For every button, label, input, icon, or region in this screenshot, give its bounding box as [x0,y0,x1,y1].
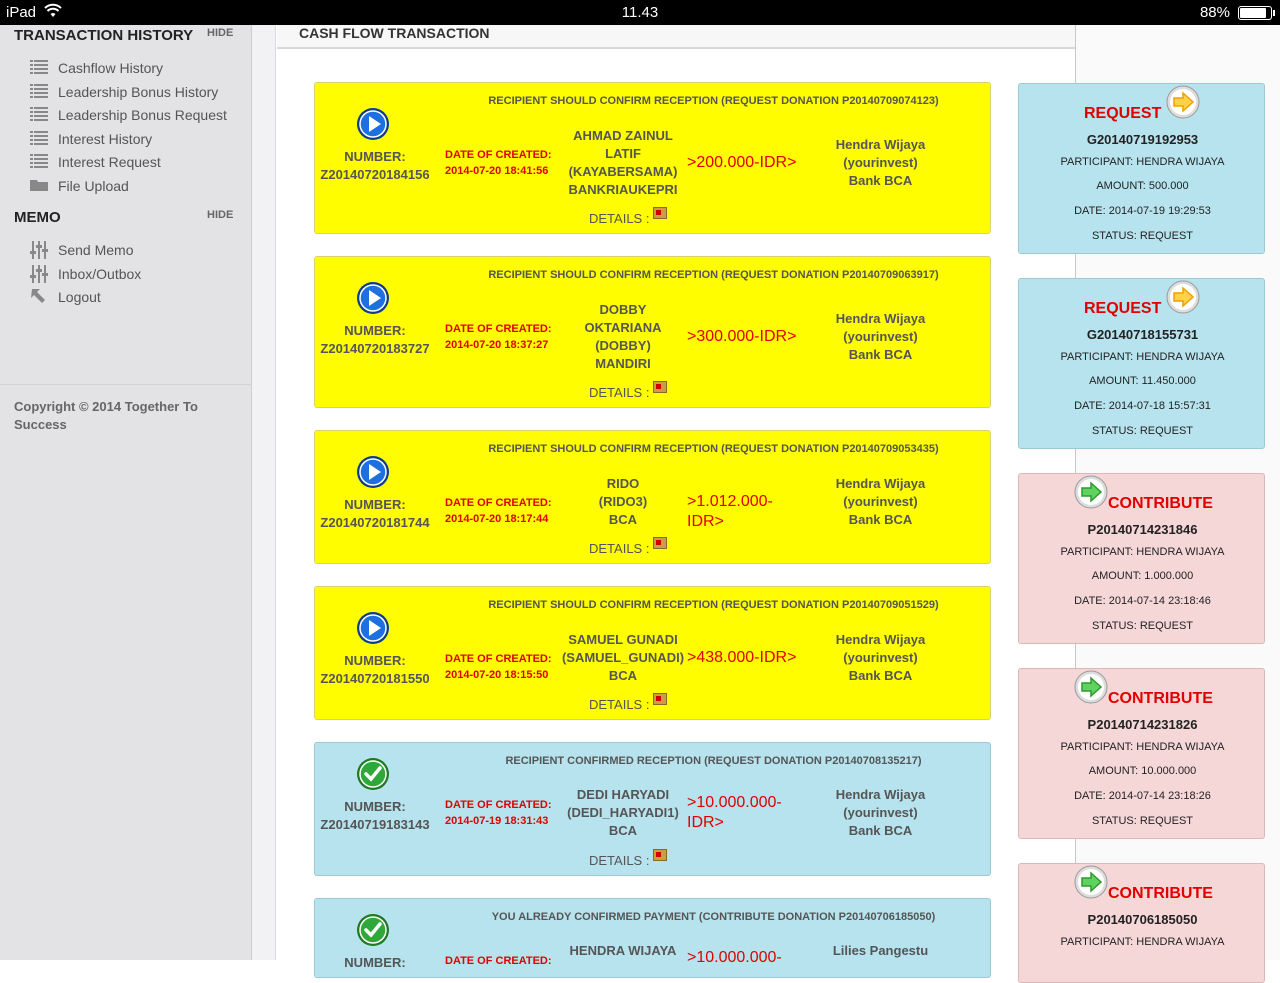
sender-line: RIDO [606,476,640,491]
check-icon[interactable] [356,757,390,791]
sender-line: DEDI HARYADI [576,787,670,802]
details-link[interactable] [589,853,667,868]
sender-line: SAMUEL GUNADI [568,632,678,647]
date-value: 2014-07-19 18:31:43 [445,815,549,827]
details-label: DETAILS : [589,697,650,712]
number-value: Z20140720184156 [320,167,430,182]
date-created [445,321,555,353]
date-created [445,147,555,179]
date-label: DATE OF CREATED: [445,149,552,161]
recipient-line: Hendra Wijaya [835,137,926,152]
recipient-line: Hendra Wijaya [835,311,926,326]
nav-item-label: Cashflow History [58,60,164,76]
sender-line: (DEDI_HARYADI1) [567,805,679,820]
date-label: DATE OF CREATED: [445,497,552,509]
number-label: NUMBER: [344,149,406,164]
date-created [445,651,555,683]
side-card-type: REQUEST [1084,105,1162,122]
side-card-id: P20140714231846 [1087,522,1198,537]
transaction-status-header: RECIPIENT SHOULD CONFIRM RECEPTION (REQUEST DONATION P20140709051529) [488,599,939,611]
sender-line: (RIDO3) [598,494,648,509]
sliders-icon [30,241,48,257]
sender-line: (KAYABERSAMA) [568,164,678,179]
side-card-id: P20140706185050 [1087,912,1198,927]
recipient-line: (yourinvest) [843,494,918,509]
date-created [445,495,555,527]
sender-info [559,631,687,685]
details-icon[interactable] [653,537,667,549]
details-label: DETAILS : [589,541,650,556]
number-value: Z20140720181744 [320,515,430,530]
play-icon[interactable] [356,107,390,141]
arrow-right-orange-icon[interactable] [1166,280,1200,314]
details-icon[interactable] [653,693,667,705]
nav-item-label: File Upload [58,177,129,194]
memo-hide-button[interactable]: HIDE [207,209,234,221]
transaction-amount: >10.000.000-IDR> [687,794,782,831]
recipient-line: (yourinvest) [843,805,918,820]
folder-icon [30,177,48,193]
side-card-id: G20140718155731 [1086,327,1199,342]
number-value: Z20140719183143 [320,817,430,832]
side-card-type: REQUEST [1084,300,1162,317]
transaction-status-header: RECIPIENT CONFIRMED RECEPTION (REQUEST DONATION P20140708135217) [505,755,922,767]
side-card-type: CONTRIBUTE [1108,885,1213,902]
recipient-info [813,631,948,685]
side-card-contribute [1018,668,1265,839]
side-card-status: STATUS: REQUEST [1091,620,1194,632]
list-icon [30,59,48,75]
sidebar [0,25,252,960]
page-title: CASH FLOW TRANSACTION [299,25,490,41]
side-card-participant: PARTICIPANT: HENDRA WIJAYA [1060,351,1225,363]
side-card-type: CONTRIBUTE [1108,690,1213,707]
side-card-participant: PARTICIPANT: HENDRA WIJAYA [1060,936,1225,948]
side-card-date: DATE: 2014-07-14 23:18:26 [1074,790,1211,802]
recipient-line: Bank BCA [848,347,913,362]
transaction-number [315,954,435,972]
copyright-text: Copyright © 2014 Together To Success [14,399,198,432]
sender-line: BCA [608,668,638,683]
recipient-line: Hendra Wijaya [835,632,926,647]
sidebar-divider [0,384,252,385]
arrow-right-orange-icon[interactable] [1166,85,1200,119]
sender-info [559,127,687,199]
side-card-date: DATE: 2014-07-19 19:29:53 [1074,205,1211,217]
nav-item-label: Interest History [58,130,153,147]
recipient-info [813,310,948,364]
side-card-request [1018,278,1265,449]
side-card-amount: AMOUNT: 500.000 [1096,180,1189,192]
arrow-right-green-icon[interactable] [1074,670,1108,704]
side-card-date: DATE: 2014-07-18 15:57:31 [1074,400,1211,412]
date-label: DATE OF CREATED: [445,799,552,811]
recipient-info [813,786,948,840]
play-icon[interactable] [356,281,390,315]
recipient-line: (yourinvest) [843,650,918,665]
recipient-line: Bank BCA [848,823,913,838]
sender-info [559,942,687,960]
transaction-status-header: YOU ALREADY CONFIRMED PAYMENT (CONTRIBUTE DONATION P20140706185050) [491,911,936,923]
sender-line: DOBBY [599,302,647,317]
details-icon[interactable] [653,381,667,393]
side-card-id: G20140719192953 [1086,132,1199,147]
number-value: Z20140720183727 [320,341,430,356]
recipient-line: (yourinvest) [843,155,918,170]
transaction-number [315,496,435,532]
details-link[interactable] [589,541,667,556]
recipient-line: Bank BCA [848,668,913,683]
nav-item-label: Interest Request [58,154,161,170]
side-card-request [1018,83,1265,254]
recipient-line: (yourinvest) [843,329,918,344]
date-value: 2014-07-20 18:17:44 [445,513,549,525]
side-card-contribute [1018,473,1265,644]
side-card-amount: AMOUNT: 1.000.000 [1091,570,1194,582]
transaction-card [314,742,991,876]
recipient-line: Bank BCA [848,173,913,188]
sidebar-edge [252,25,276,960]
sender-line: HENDRA WIJAYA [569,943,677,958]
side-card-status: STATUS: REQUEST [1091,230,1194,242]
transaction-history-hide-button[interactable]: HIDE [207,27,234,39]
transaction-amount: >1.012.000-IDR> [687,493,773,530]
side-card-type: CONTRIBUTE [1108,495,1213,512]
details-icon[interactable] [653,849,667,861]
date-created [445,797,555,829]
transaction-status-header: RECIPIENT SHOULD CONFIRM RECEPTION (REQUEST DONATION P20140709074123) [488,95,939,107]
transaction-number [315,652,435,688]
battery-icon [1238,6,1272,20]
sender-line: MANDIRI [595,356,651,371]
date-label: DATE OF CREATED: [445,653,552,665]
sender-line: OKTARIANA [584,320,662,335]
nav-item-label: Logout [58,289,101,305]
details-label: DETAILS : [589,211,650,226]
transaction-status-header: RECIPIENT SHOULD CONFIRM RECEPTION (REQUEST DONATION P20140709063917) [488,269,939,281]
recipient-line: Hendra Wijaya [835,787,926,802]
arrow-right-green-icon[interactable] [1074,865,1108,899]
logout-arrow-icon [30,288,48,304]
side-card-contribute [1018,863,1265,983]
details-link[interactable] [589,697,667,712]
details-icon[interactable] [653,207,667,219]
main-header [277,25,1075,49]
transaction-card [314,82,991,234]
sender-line: AHMAD ZAINUL [573,128,673,143]
recipient-info [813,136,948,190]
list-icon [30,153,48,169]
number-value: Z20140720181550 [320,671,430,686]
side-card-date: DATE: 2014-07-14 23:18:46 [1074,595,1211,607]
sender-line: BANKRIAUKEPRI [568,182,678,197]
nav-item-label: Leadership Bonus Request [58,107,227,123]
sliders-icon [30,265,48,281]
sender-info [559,301,687,373]
sender-line: BCA [608,512,638,527]
number-label: NUMBER: [344,955,406,970]
transaction-amount: >200.000-IDR> [687,154,797,171]
side-card-status: STATUS: REQUEST [1091,425,1194,437]
transaction-card [314,430,991,564]
transaction-number [315,798,435,834]
nav-item-label: Inbox/Outbox [58,265,142,282]
side-card-participant: PARTICIPANT: HENDRA WIJAYA [1060,156,1225,168]
details-label: DETAILS : [589,385,650,400]
date-value: 2014-07-20 18:37:27 [445,339,549,351]
side-card-status: STATUS: REQUEST [1091,815,1194,827]
number-label: NUMBER: [344,799,406,814]
list-icon [30,130,48,146]
number-label: NUMBER: [344,653,406,668]
device-label: iPad [6,4,37,21]
date-value: 2014-07-20 18:15:50 [445,669,549,681]
recipient-line: Lilies Pangestu [832,943,929,958]
ios-status-bar [0,0,1280,25]
sender-info [559,475,687,529]
transaction-amount: >438.000-IDR> [687,649,797,666]
nav-item-label: Send Memo [58,242,134,258]
date-created [445,953,555,969]
play-icon[interactable] [356,611,390,645]
date-label: DATE OF CREATED: [445,323,552,335]
transaction-card [314,256,991,408]
transaction-amount: >300.000-IDR> [687,328,797,345]
transaction-history-heading: TRANSACTION HISTORY [14,27,194,44]
sender-info [559,786,687,840]
details-label: DETAILS : [589,853,650,868]
sender-line: LATIF [605,146,641,161]
list-icon [30,83,48,99]
sender-line: BCA [608,823,638,838]
list-icon [30,106,48,122]
side-card-participant: PARTICIPANT: HENDRA WIJAYA [1060,741,1225,753]
side-card-amount: AMOUNT: 11.450.000 [1089,375,1196,387]
transaction-number [315,148,435,184]
sender-line: (SAMUEL_GUNADI) [561,650,685,665]
transaction-number [315,322,435,358]
side-card-amount: AMOUNT: 10.000.000 [1088,765,1197,777]
arrow-right-green-icon[interactable] [1074,475,1108,509]
date-value: 2014-07-20 18:41:56 [445,165,549,177]
battery-percent: 88% [1199,4,1230,21]
details-link[interactable] [589,385,667,400]
recipient-line: Bank BCA [848,512,913,527]
recipient-info [813,942,948,960]
transaction-card [314,586,991,720]
side-card-id: P20140714231826 [1087,717,1198,732]
transaction-card [314,898,991,978]
check-icon[interactable] [356,913,390,947]
play-icon[interactable] [356,455,390,489]
memo-heading: MEMO [14,209,61,226]
transaction-status-header: RECIPIENT SHOULD CONFIRM RECEPTION (REQUEST DONATION P20140709053435) [488,443,939,455]
transaction-amount: >10.000.000- [687,949,782,966]
clock: 11.43 [621,4,659,21]
recipient-info [813,475,948,529]
sender-line: (DOBBY) [595,338,651,353]
recipient-line: Hendra Wijaya [835,476,926,491]
number-label: NUMBER: [344,497,406,512]
number-label: NUMBER: [344,323,406,338]
date-label: DATE OF CREATED: [445,955,552,967]
details-link[interactable] [589,211,667,226]
nav-item-label: Leadership Bonus History [58,83,219,100]
side-card-participant: PARTICIPANT: HENDRA WIJAYA [1060,546,1225,558]
